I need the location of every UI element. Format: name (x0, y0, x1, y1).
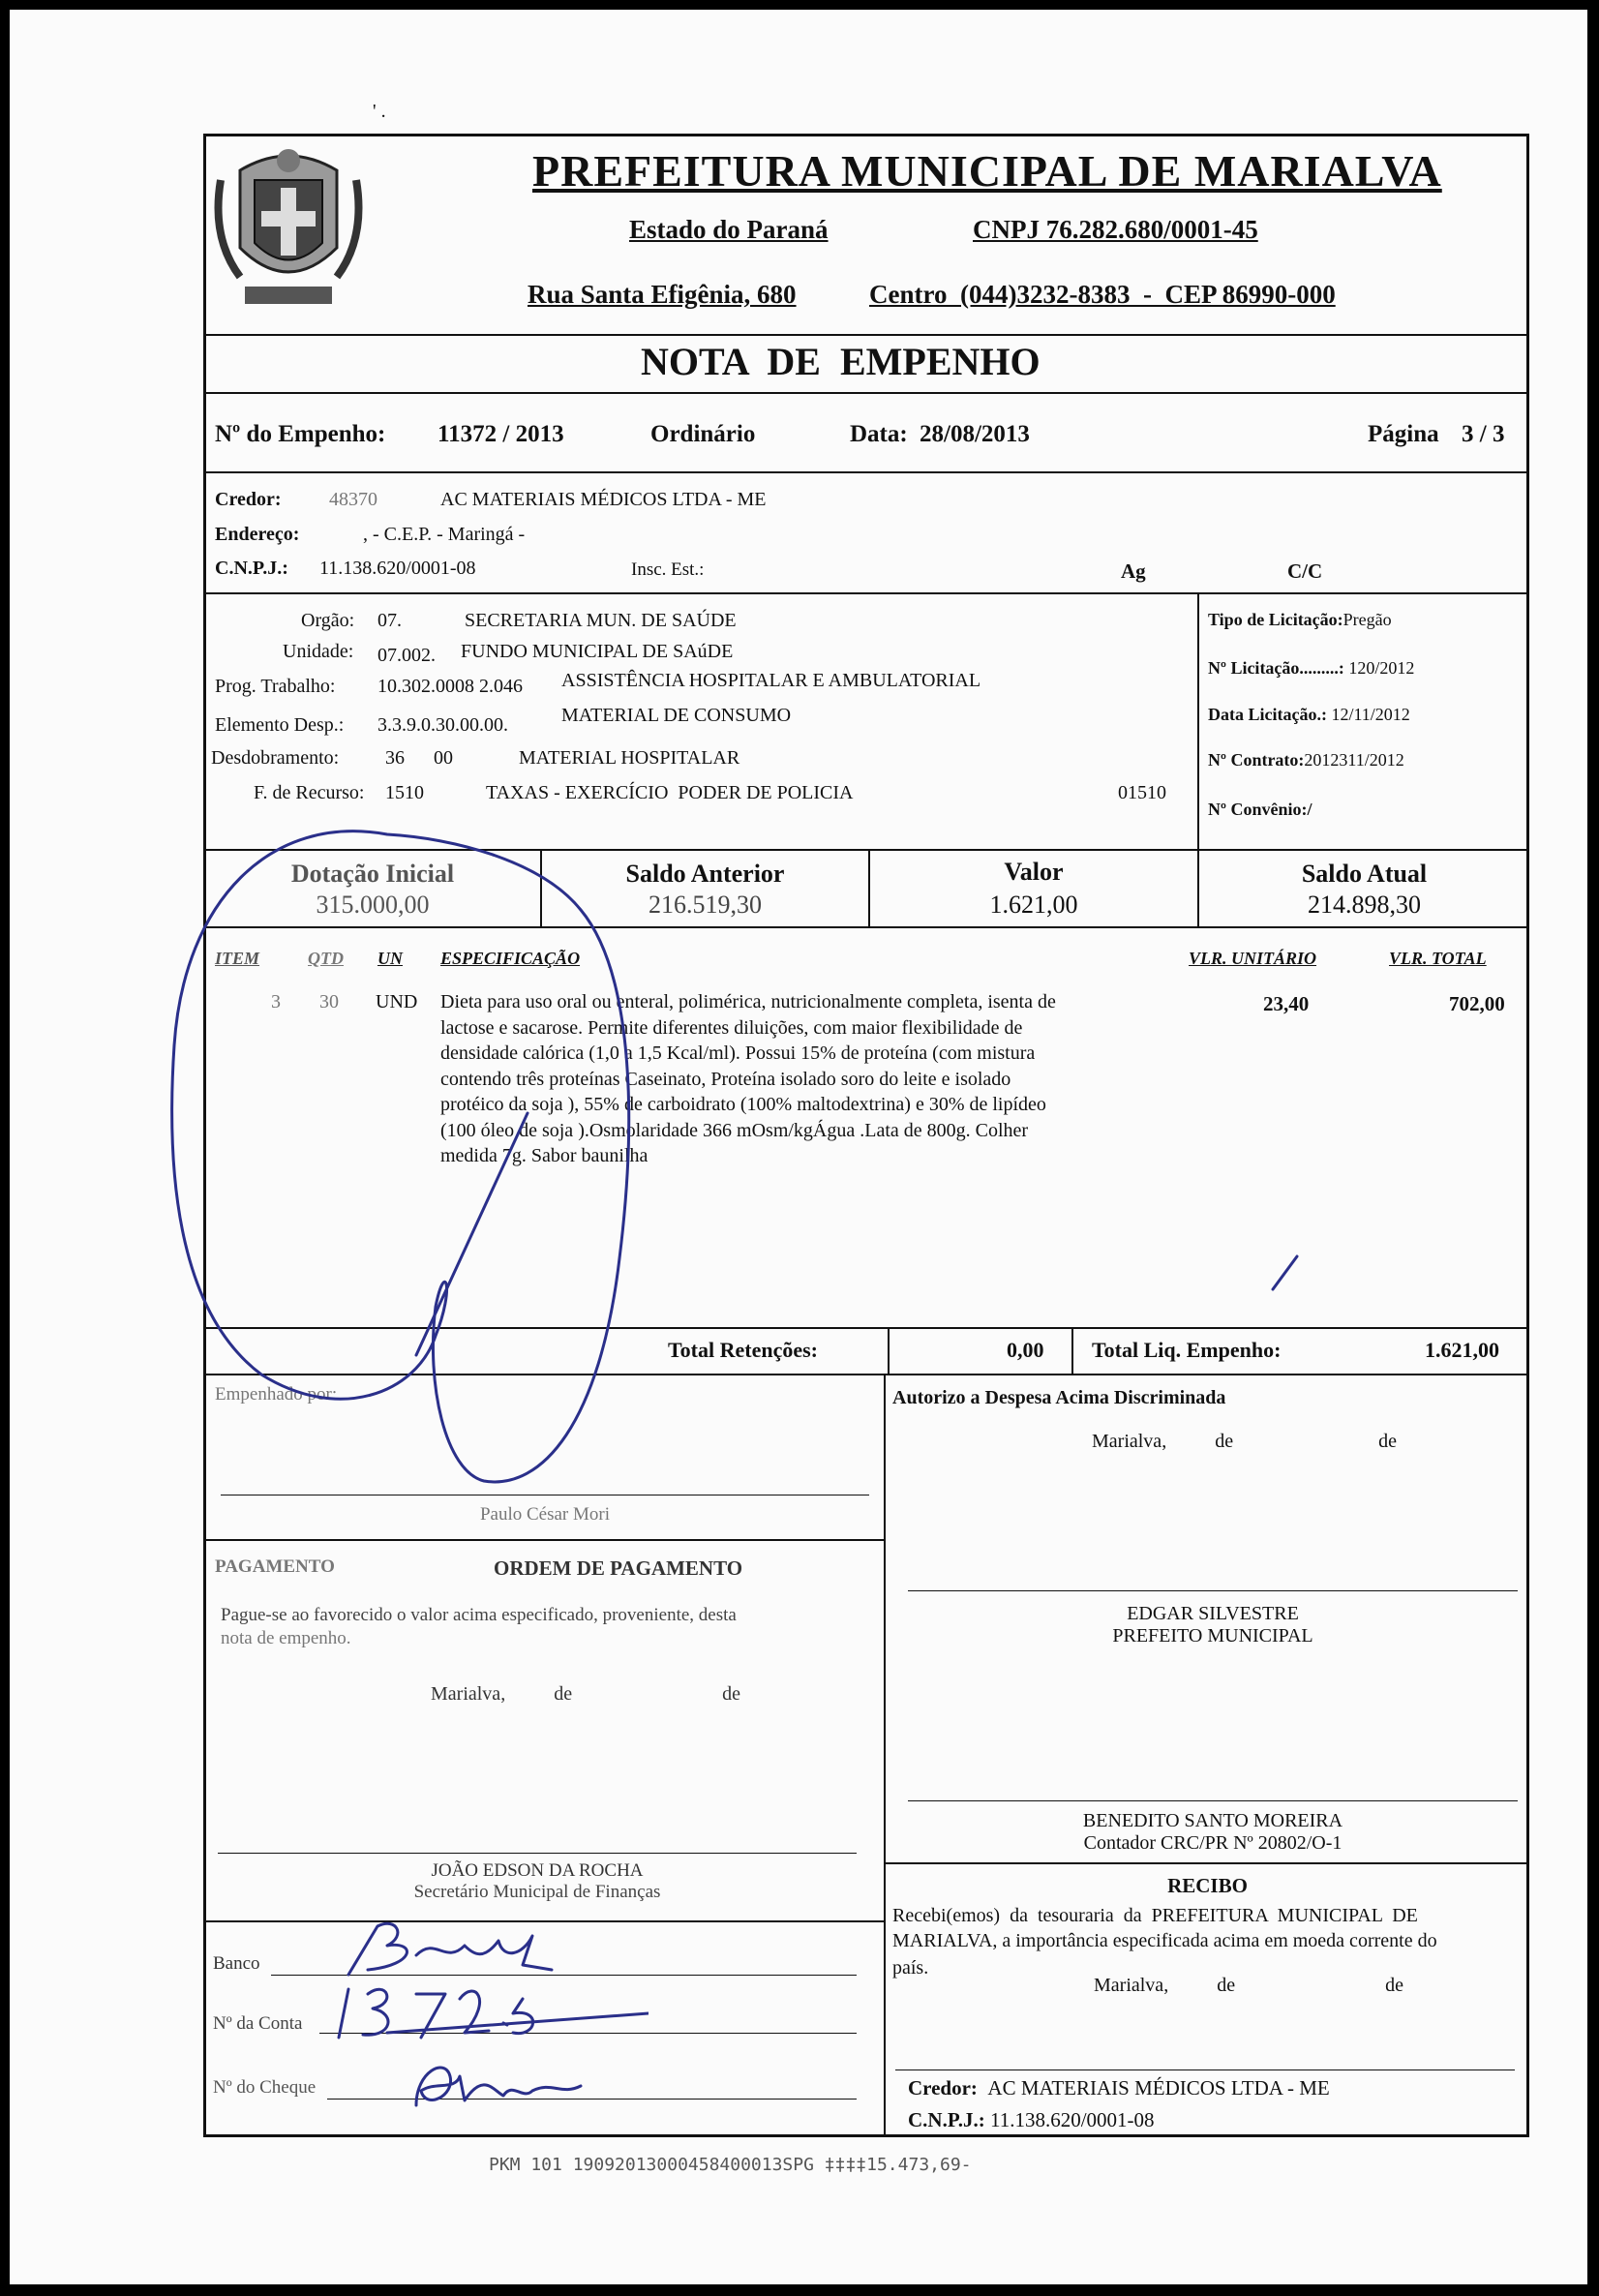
recibo-line-1: Recebi(emos) da tesouraria da PREFEITURA MUNICIPAL DE (892, 1905, 1418, 1926)
conta-label: Nº da Conta (213, 2013, 303, 2034)
cnpj-value: 11.138.620/0001-08 (319, 558, 476, 579)
empenho-date-label: Data: (850, 421, 908, 447)
total-retencoes-label: Total Retenções: (668, 1338, 818, 1362)
elemento-desc: MATERIAL DE CONSUMO (561, 705, 792, 726)
recibo-line-2: MARIALVA, a importância especificada acima em moeda corrente do (892, 1930, 1437, 1951)
unidade-desc: FUNDO MUNICIPAL DE SAúDE (461, 641, 734, 662)
credor-name: AC MATERIAIS MÉDICOS LTDA - ME (440, 489, 767, 510)
col-un: UN (377, 949, 403, 968)
page-label: Página (1368, 421, 1439, 447)
orgao-code: 07. (377, 610, 402, 631)
item-unit-price: 23,40 (1263, 992, 1310, 1015)
prog-trabalho-desc: ASSISTÊNCIA HOSPITALAR E AMBULATORIAL (561, 670, 981, 691)
spec-line: medida 7g. Sabor baunilha (440, 1145, 649, 1166)
credor-code: 48370 (329, 489, 377, 510)
unidade-code: 07.002. (377, 645, 436, 666)
saldo-anterior-value: 216.519,30 (649, 891, 762, 919)
convenio-numero: Nº Convênio:/ (1208, 800, 1312, 819)
desdobramento-label: Desdobramento: (211, 747, 340, 769)
empenho-type: Ordinário (650, 421, 756, 447)
finance-name: JOÃO EDSON DA ROCHA (431, 1860, 644, 1881)
licitacao-numero: Nº Licitação.........: 120/2012 (1208, 658, 1415, 678)
item-qty: 30 (319, 991, 339, 1012)
header-title: PREFEITURA MUNICIPAL DE MARIALVA (532, 146, 1442, 196)
col-item: ITEM (215, 949, 260, 968)
recibo-line-3: país. (892, 1957, 929, 1979)
valor-value: 1.621,00 (989, 891, 1078, 919)
spec-line: densidade calórica (1,0 a 1,5 Kcal/ml). Possui 15% de proteína (com mistura (440, 1042, 1036, 1064)
licitacao-data: Data Licitação.: 12/11/2012 (1208, 705, 1410, 724)
item-number: 3 (271, 991, 281, 1012)
empenhado-label: Empenhado por: (215, 1384, 338, 1405)
pagamento-place-date: Marialva, de de (431, 1683, 740, 1705)
dotacao-inicial-value: 315.000,00 (316, 891, 430, 919)
col-unit-price: VLR. UNITÁRIO (1189, 949, 1317, 968)
pagamento-label: PAGAMENTO (215, 1556, 335, 1577)
dotacao-inicial-label: Dotação Inicial (290, 860, 455, 888)
header-district-phone-cep: Centro (044)3232-8383 - CEP 86990-000 (869, 280, 1336, 309)
address-value: , - C.E.P. - Maringá - (363, 524, 526, 545)
bank-stamp-line: PKM 101 19092013000458400013SPG ‡‡‡‡15.473,69- (489, 2155, 972, 2175)
cc-label: C/C (1287, 559, 1323, 583)
finance-title: Secretário Municipal de Finanças (413, 1882, 661, 1902)
saldo-atual-label: Saldo Atual (1301, 860, 1428, 888)
recurso-code: 1510 (385, 782, 424, 803)
recibo-title: RECIBO (1167, 1874, 1248, 1897)
total-liq-value: 1.621,00 (1425, 1338, 1499, 1362)
valor-label: Valor (1004, 858, 1064, 886)
elemento-code: 3.3.9.0.30.00.00. (377, 714, 508, 736)
unidade-label: Unidade: (283, 641, 354, 662)
pagamento-text-1: Pague-se ao favorecido o valor acima especificado, proveniente, desta (221, 1605, 737, 1625)
item-total: 702,00 (1449, 992, 1505, 1015)
col-spec: ESPECIFICAÇÃO (440, 949, 581, 968)
spec-line: contendo três proteínas Caseinato, Proteína isolado soro do leite e isolado (440, 1068, 1011, 1090)
ordem-pagamento-title: ORDEM DE PAGAMENTO (494, 1556, 743, 1580)
header-street: Rua Santa Efigênia, 680 (528, 280, 797, 309)
insc-label: Insc. Est.: (631, 559, 705, 580)
cnpj-label: C.N.P.J.: (215, 558, 288, 579)
credor-footer-name: Credor: AC MATERIAIS MÉDICOS LTDA - ME (908, 2076, 1330, 2100)
header-cnpj: CNPJ 76.282.680/0001-45 (973, 215, 1258, 244)
desdobramento-code: 36 00 (385, 747, 453, 769)
prog-trabalho-code: 10.302.0008 2.046 (377, 676, 523, 697)
mayor-name: EDGAR SILVESTRE (1127, 1603, 1299, 1624)
accountant-name: BENEDITO SANTO MOREIRA (1082, 1810, 1343, 1831)
address-label: Endereço: (215, 524, 300, 545)
col-total: VLR. TOTAL (1389, 949, 1487, 968)
empenho-number-label: Nº do Empenho: (215, 421, 386, 447)
pagamento-text-2: nota de empenho. (221, 1628, 351, 1648)
desdobramento-desc: MATERIAL HOSPITALAR (519, 747, 740, 769)
banco-label: Banco (213, 1953, 260, 1974)
elemento-label: Elemento Desp.: (215, 714, 345, 736)
item-unit: UND (376, 991, 418, 1012)
handwritten-cheque-signature (407, 2052, 600, 2120)
spec-line: protéico da soja ), 55% de carboidrato (100% maltodextrina) e 30% de lipídeo (440, 1094, 1046, 1115)
autorizo-label: Autorizo a Despesa Acima Discriminada (892, 1387, 1226, 1408)
spec-line: (100 óleo de soja ).Osmolaridade 366 mOsm/kgÁgua .Lata de 800g. Colher (440, 1119, 1029, 1141)
contrato-numero: Nº Contrato:2012311/2012 (1208, 750, 1404, 770)
cheque-label: Nº do Cheque (213, 2077, 317, 2098)
recibo-place-date: Marialva, de de (1094, 1975, 1403, 1996)
prog-trabalho-label: Prog. Trabalho: (215, 676, 336, 697)
recurso-desc: TAXAS - EXERCÍCIO PODER DE POLICIA (486, 782, 854, 803)
licitacao-tipo: Tipo de Licitação:Pregão (1208, 610, 1392, 629)
orgao-desc: SECRETARIA MUN. DE SAÚDE (465, 610, 737, 631)
credor-footer-cnpj: C.N.P.J.: 11.138.620/0001-08 (908, 2108, 1155, 2131)
punch-mark: ' . (373, 101, 386, 122)
handwritten-account-number (329, 1975, 649, 2052)
recurso-extra: 01510 (1118, 782, 1166, 803)
document-title: NOTA DE EMPENHO (641, 340, 1041, 383)
autorizo-place-date: Marialva, de de (1092, 1431, 1397, 1452)
saldo-anterior-label: Saldo Anterior (625, 860, 785, 888)
col-qty: QTD (308, 949, 344, 968)
spec-line: Dieta para uso oral ou enteral, polimérica, nutricionalmente completa, isenta de (440, 991, 1056, 1012)
page-number: 3 / 3 (1462, 421, 1505, 447)
accountant-title: Contador CRC/PR Nº 20802/O-1 (1083, 1832, 1343, 1854)
orgao-label: Orgão: (301, 610, 355, 631)
total-retencoes-value: 0,00 (1007, 1338, 1044, 1362)
ag-label: Ag (1121, 559, 1146, 583)
mayor-title: PREFEITO MUNICIPAL (1112, 1625, 1313, 1646)
credor-label: Credor: (215, 489, 282, 510)
empenho-number: 11372 / 2013 (437, 421, 564, 447)
empenho-date: 28/08/2013 (920, 421, 1030, 447)
saldo-atual-value: 214.898,30 (1308, 891, 1421, 919)
header-state: Estado do Paraná (629, 215, 829, 244)
empenhado-signer: Paulo César Mori (479, 1504, 611, 1525)
recurso-label: F. de Recurso: (254, 782, 365, 803)
spec-line: lactose e sacarose. Permite diferentes diluições, com maior flexibilidade de (440, 1016, 1023, 1039)
total-liq-label: Total Liq. Empenho: (1092, 1338, 1282, 1362)
